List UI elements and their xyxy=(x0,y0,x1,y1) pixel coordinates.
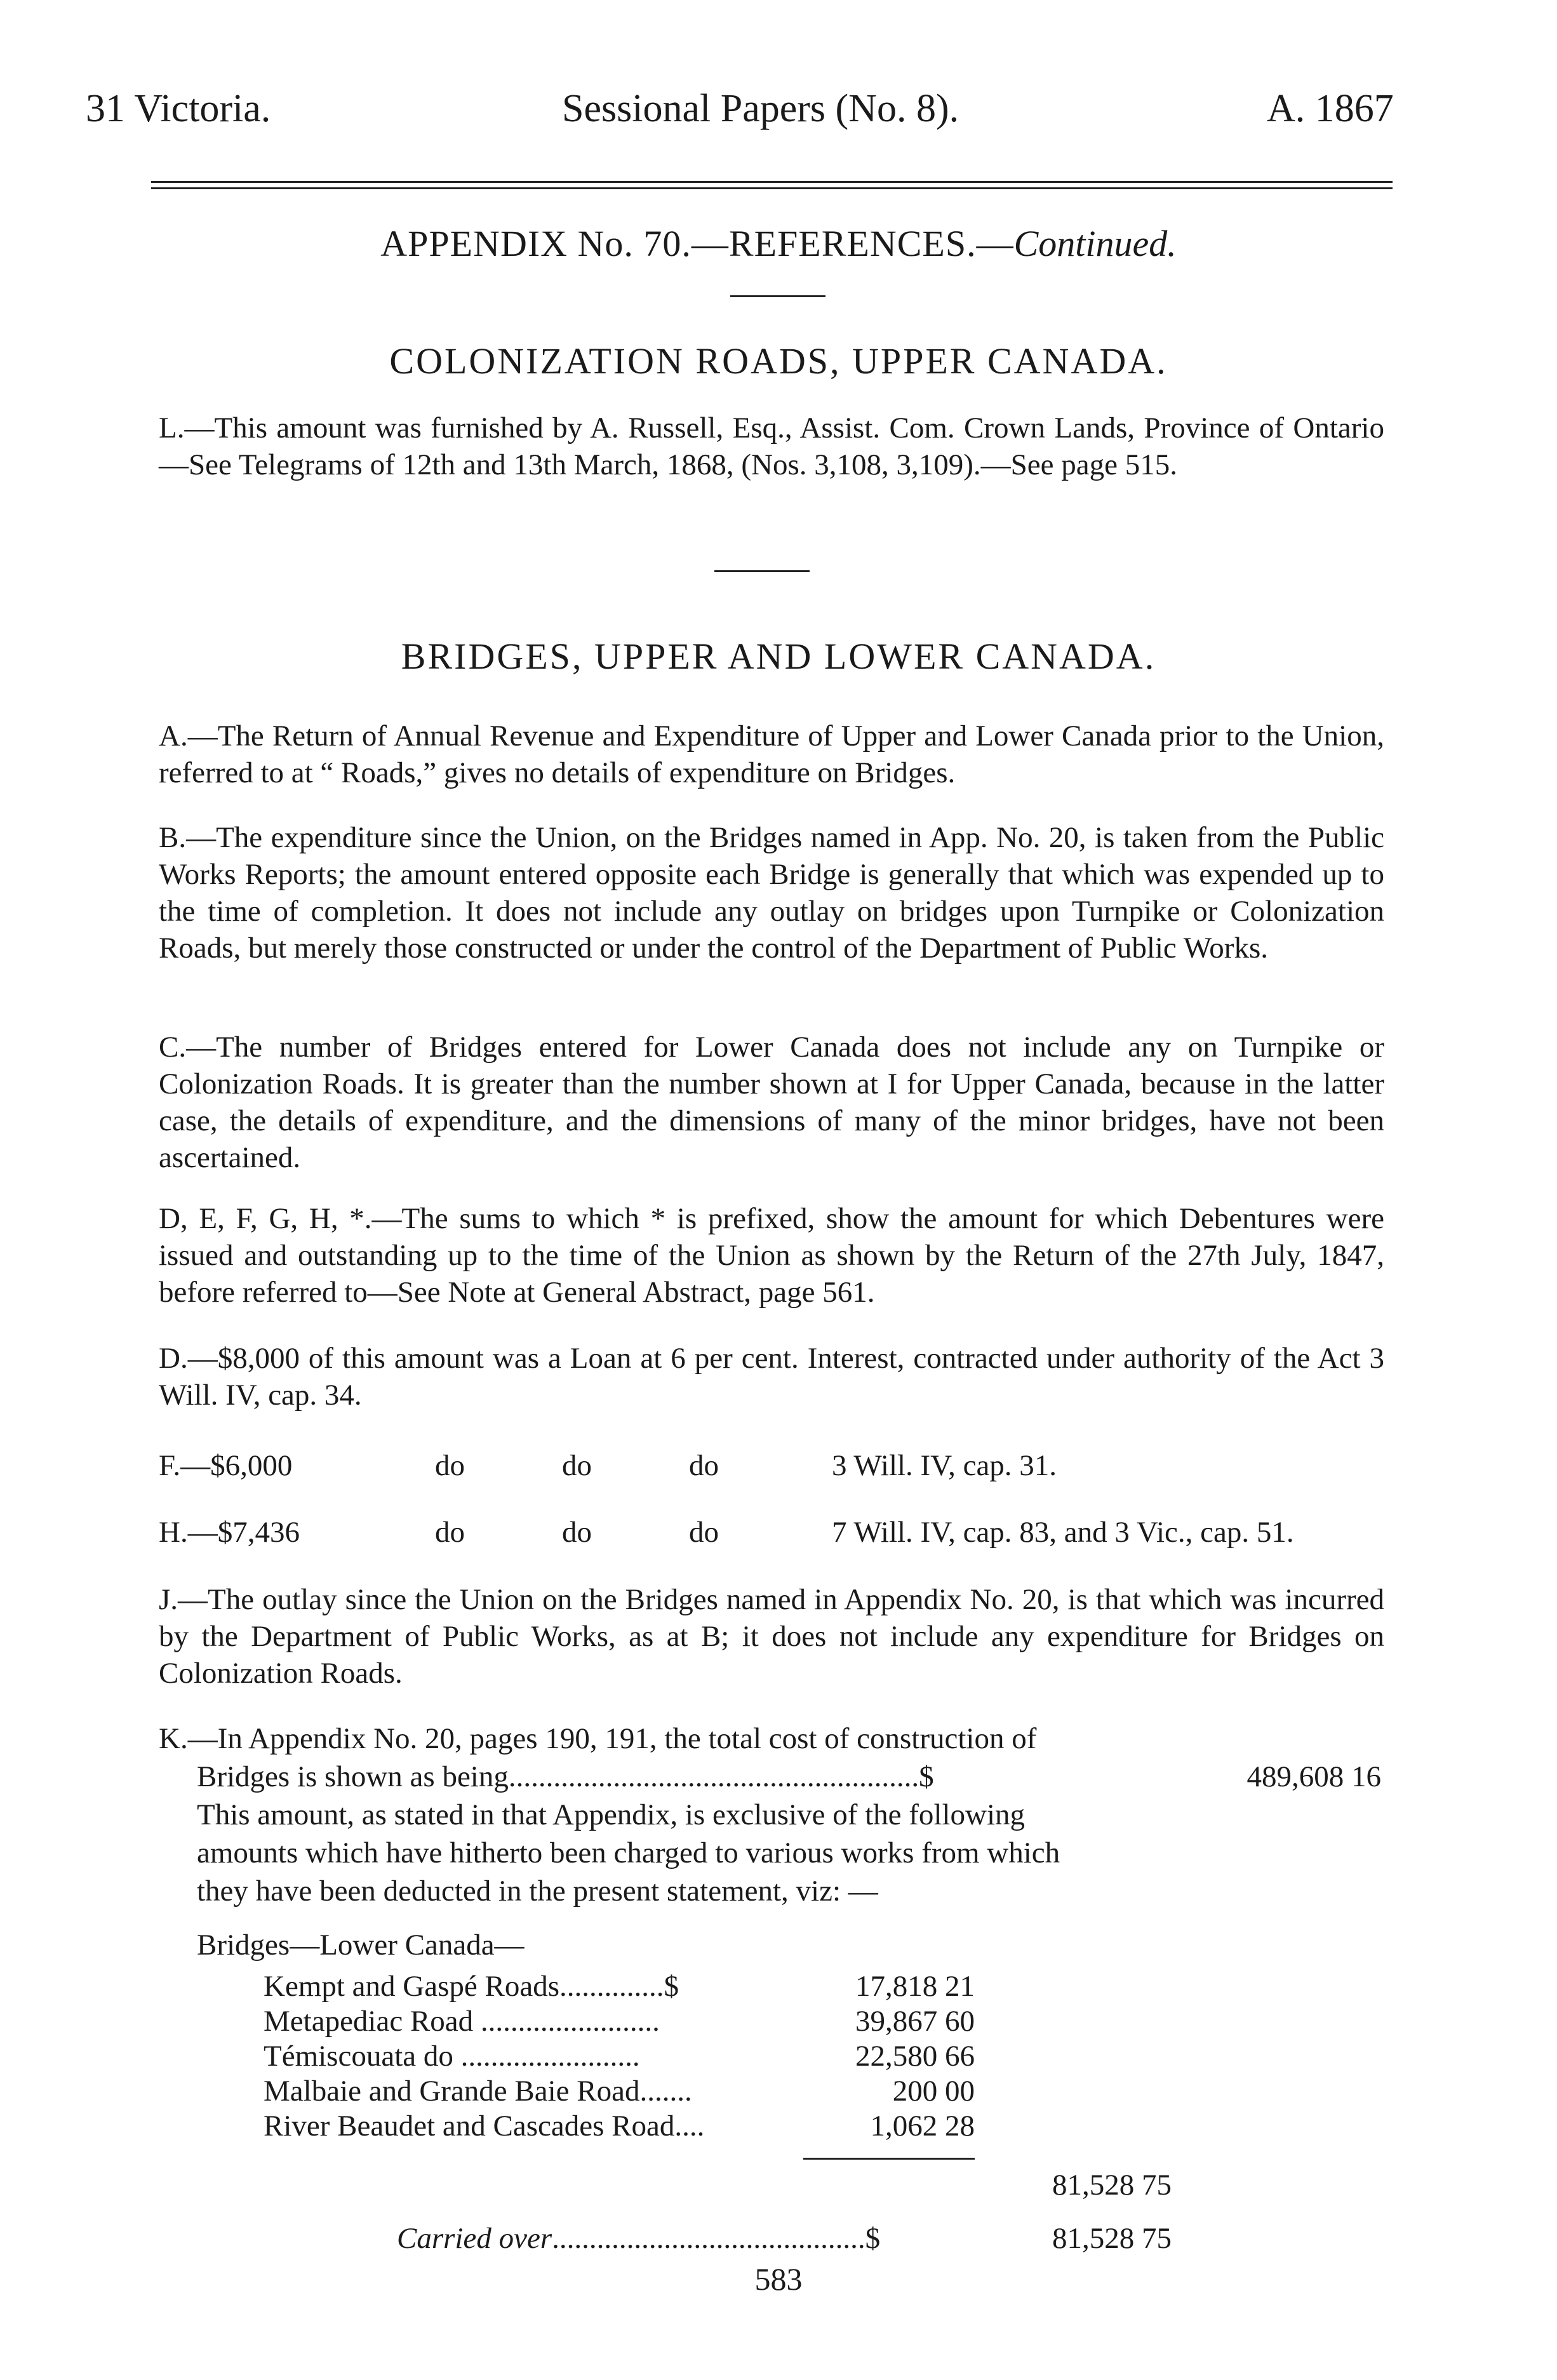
list-item-name: River Beaudet and Cascades Road.... xyxy=(264,2109,705,2143)
lower-canada-subtotal: 81,528 75 xyxy=(1052,2169,1172,2202)
list-item-amount: 1,062 28 xyxy=(870,2109,975,2143)
list-item-amount: 17,818 21 xyxy=(855,1970,975,2003)
carried-over-label: Carried over xyxy=(397,2222,552,2255)
note-A: A.—The Return of Annual Revenue and Expenditure of Upper and Lower Canada prior to the Union, referred to at “ Roads,” gives no details of expenditure on Bridges. xyxy=(159,719,1384,789)
note-D: D.—$8,000 of this amount was a Loan at 6 per cent. Interest, contracted under authority of the Act 3 Will. IV, cap. 34. xyxy=(159,1342,1384,1412)
note-C: C.—The number of Bridges entered for Lower Canada does not include any on Turnpike or Colonization Roads. It is greater than the number shown at I for Upper Canada, because in the latter case, the details of expenditure, and the dimensions of many of the minor bridges, have not been ascertained. xyxy=(159,1031,1384,1174)
note-K-line-2: Bridges is shown as being.......................................................$ xyxy=(197,1760,934,1793)
divider xyxy=(730,295,825,297)
page-number: 583 xyxy=(754,2261,803,2297)
list-item-name: Kempt and Gaspé Roads..............$ xyxy=(264,1970,679,2003)
note-L: L.—This amount was furnished by A. Russell, Esq., Assist. Com. Crown Lands, Province of Ontario—See Telegrams of 12th and 13th March, 1868, (Nos. 3,108, 3,109).—See page 515. xyxy=(159,411,1384,481)
list-item-name: Metapediac Road ........................ xyxy=(264,2005,660,2038)
note-K-total-amount: 489,608 16 xyxy=(1246,1760,1381,1793)
appendix-title-continued: Continued. xyxy=(1013,223,1177,264)
note-K-line-5: they have been deducted in the present statement, viz: — xyxy=(197,1875,878,1908)
carried-over-line xyxy=(397,2224,880,2254)
note-J: J.—The outlay since the Union on the Bridges named in Appendix No. 20, is that which was incurred by the Department of Public Works, as at B; it does not include any expenditure for Bridges on Colonization Roads. xyxy=(159,1583,1384,1690)
note-F-ditto-1: do xyxy=(435,1449,465,1482)
note-H-ditto-1: do xyxy=(435,1516,465,1549)
note-K-line-1: K.—In Appendix No. 20, pages 190, 191, the total cost of construction of xyxy=(159,1722,1037,1755)
header-center: Sessional Papers (No. 8). xyxy=(562,87,959,130)
note-H-ditto-2: do xyxy=(562,1516,592,1549)
carried-over-leader: ..........................................$ xyxy=(552,2222,881,2255)
appendix-title xyxy=(0,225,1557,262)
header-rule-bottom xyxy=(151,187,1393,189)
note-H-ditto-3: do xyxy=(689,1516,719,1549)
note-F-ditto-3: do xyxy=(689,1449,719,1482)
bridges-title: BRIDGES, UPPER AND LOWER CANADA. xyxy=(401,636,1156,677)
colonization-roads-title: COLONIZATION ROADS, UPPER CANADA. xyxy=(389,340,1168,382)
header-right: A. 1867 xyxy=(1267,87,1394,130)
note-K-line-3: This amount, as stated in that Appendix, is exclusive of the following xyxy=(197,1798,1026,1831)
note-K-line-4: amounts which have hitherto been charged to various works from which xyxy=(197,1836,1060,1869)
list-item-amount: 39,867 60 xyxy=(855,2005,975,2038)
appendix-title-main: APPENDIX No. 70.—REFERENCES.— xyxy=(380,223,1014,264)
note-H-act: 7 Will. IV, cap. 83, and 3 Vic., cap. 51. xyxy=(832,1516,1294,1549)
lower-canada-heading: Bridges—Lower Canada— xyxy=(197,1929,525,1962)
note-D-E-F-G-H: D, E, F, G, H, *.—The sums to which * is prefixed, show the amount for which Debentures were issued and outstanding up to the time of the Union as shown by the Return of the 27th July, 1847, before referred to—See Note at General Abstract, page 561. xyxy=(159,1202,1384,1309)
header-left: 31 Victoria. xyxy=(86,87,271,130)
list-item-amount: 22,580 66 xyxy=(855,2040,975,2073)
note-F-act: 3 Will. IV, cap. 31. xyxy=(832,1449,1057,1482)
note-B: B.—The expenditure since the Union, on the Bridges named in App. No. 20, is taken from the Public Works Reports; the amount entered opposite each Bridge is generally that which was expended up to the time of completion. It does not include any outlay on bridges upon Turnpike or Colonization Roads, but merely those constructed or under the control of the Department of Public Works. xyxy=(159,821,1384,965)
header-rule-top xyxy=(151,181,1393,183)
list-item-name: Témiscouata do ........................ xyxy=(264,2040,640,2073)
subtotal-rule xyxy=(803,2158,975,2160)
note-H-label: H.—$7,436 xyxy=(159,1516,300,1549)
divider xyxy=(714,570,810,572)
note-F-ditto-2: do xyxy=(562,1449,592,1482)
list-item-name: Malbaie and Grande Baie Road....... xyxy=(264,2075,692,2108)
carried-over-amount: 81,528 75 xyxy=(1052,2222,1172,2255)
list-item-amount: 200 00 xyxy=(892,2075,975,2108)
note-F-label: F.—$6,000 xyxy=(159,1449,293,1482)
